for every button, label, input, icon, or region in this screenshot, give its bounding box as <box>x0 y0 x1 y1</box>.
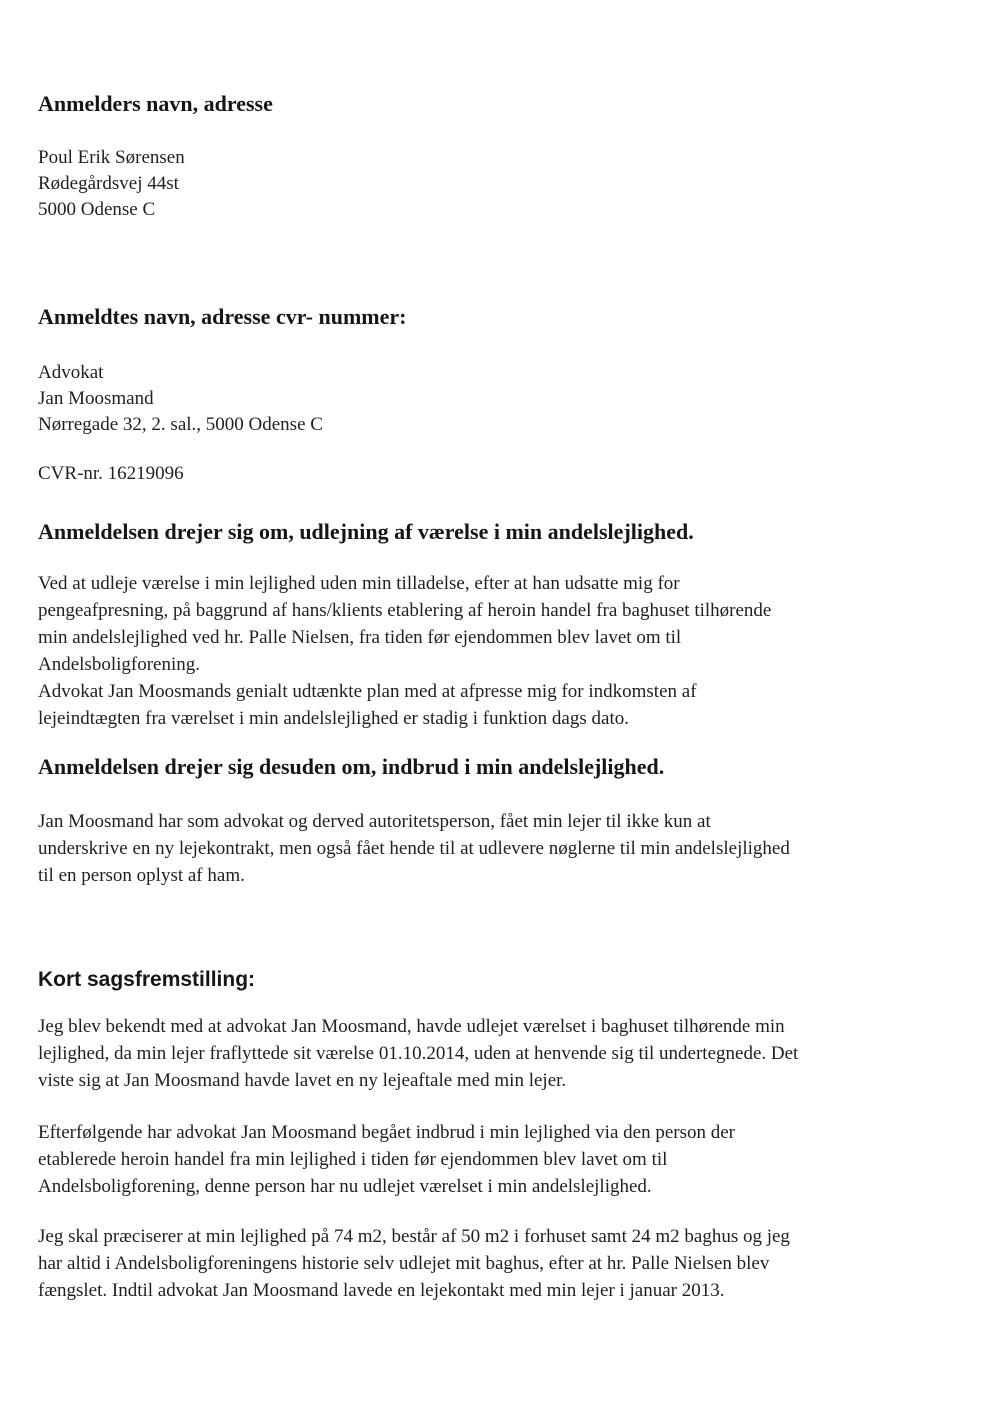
reported-section <box>38 303 938 331</box>
summary-paragraph-1 <box>38 1013 938 1094</box>
reporter-city: 5000 Odense C <box>38 199 156 220</box>
summary-paragraph-2 <box>38 1119 938 1200</box>
section1-line: Advokat Jan Moosmands genialt udtænkte plan med at afpresse mig for indkomsten af <box>38 681 697 702</box>
reported-heading: Anmeldtes navn, adresse cvr- nummer: <box>38 304 407 329</box>
reported-title: Advokat <box>38 362 104 383</box>
summary-line: etablerede heroin handel fra min lejlighed i tiden før ejendommen blev lavet om til <box>38 1149 668 1170</box>
summary-paragraph-3 <box>38 1223 938 1304</box>
summary-line: fængslet. Indtil advokat Jan Moosmand lavede en lejekontakt med min lejer i januar 2013. <box>38 1280 725 1301</box>
section1-heading-block <box>38 518 938 546</box>
section2-heading-block <box>38 753 938 781</box>
summary-line: Jeg blev bekendt med at advokat Jan Moosmand, havde udlejet værelset i baghuset tilhørende min <box>38 1016 785 1037</box>
reporter-address <box>38 145 938 223</box>
reporter-section <box>38 90 938 118</box>
section1-line: lejeindtægten fra værelset i min andelslejlighed er stadig i funktion dags dato. <box>38 708 629 729</box>
section1-line: min andelslejlighed ved hr. Palle Nielsen, fra tiden før ejendommen blev lavet om til <box>38 627 682 648</box>
reporter-street: Rødegårdsvej 44st <box>38 173 179 194</box>
section2-line: til en person oplyst af ham. <box>38 865 245 886</box>
section1-heading: Anmeldelsen drejer sig om, udlejning af værelse i min andelslejlighed. <box>38 519 694 544</box>
section2-paragraph <box>38 808 938 889</box>
section2-heading: Anmeldelsen drejer sig desuden om, indbrud i min andelslejlighed. <box>38 754 665 779</box>
section2-line: underskrive en ny lejekontrakt, men også fået hende til at udlevere nøglerne til min andelslejlighed <box>38 838 790 859</box>
reported-cvr-block <box>38 461 938 487</box>
summary-line: Andelsboligforening, denne person har nu udlejet værelset i min andelslejlighed. <box>38 1176 652 1197</box>
section2-line: Jan Moosmand har som advokat og derved autoritetsperson, fået min lejer til ikke kun at <box>38 811 711 832</box>
summary-line: har altid i Andelsboligforeningens historie selv udlejet mit baghus, efter at hr. Palle Nielsen blev <box>38 1253 770 1274</box>
summary-line: Efterfølgende har advokat Jan Moosmand begået indbrud i min lejlighed via den person der <box>38 1122 735 1143</box>
reporter-heading: Anmelders navn, adresse <box>38 91 273 116</box>
summary-line: viste sig at Jan Moosmand havde lavet en ny lejeaftale med min lejer. <box>38 1070 567 1091</box>
reported-name: Jan Moosmand <box>38 388 154 409</box>
section1-paragraph <box>38 570 938 732</box>
reporter-name: Poul Erik Sørensen <box>38 147 185 168</box>
summary-heading: Kort sagsfremstilling: <box>38 968 256 991</box>
section1-line: Andelsboligforening. <box>38 654 201 675</box>
reported-cvr: CVR-nr. 16219096 <box>38 463 184 484</box>
section1-line: Ved at udleje værelse i min lejlighed uden min tilladelse, efter at han udsatte mig for <box>38 573 680 594</box>
section1-line: pengeafpresning, på baggrund af hans/klients etablering af heroin handel fra baghuset tilhørende <box>38 600 772 621</box>
summary-heading-block <box>38 966 938 994</box>
summary-line: Jeg skal præciserer at min lejlighed på 74 m2, består af 50 m2 i forhuset samt 24 m2 baghus og jeg <box>38 1226 790 1247</box>
summary-line: lejlighed, da min lejer fraflyttede sit værelse 01.10.2014, uden at henvende sig til undertegnede. Det <box>38 1043 799 1064</box>
reported-street: Nørregade 32, 2. sal., 5000 Odense C <box>38 414 323 435</box>
reported-address <box>38 360 938 438</box>
